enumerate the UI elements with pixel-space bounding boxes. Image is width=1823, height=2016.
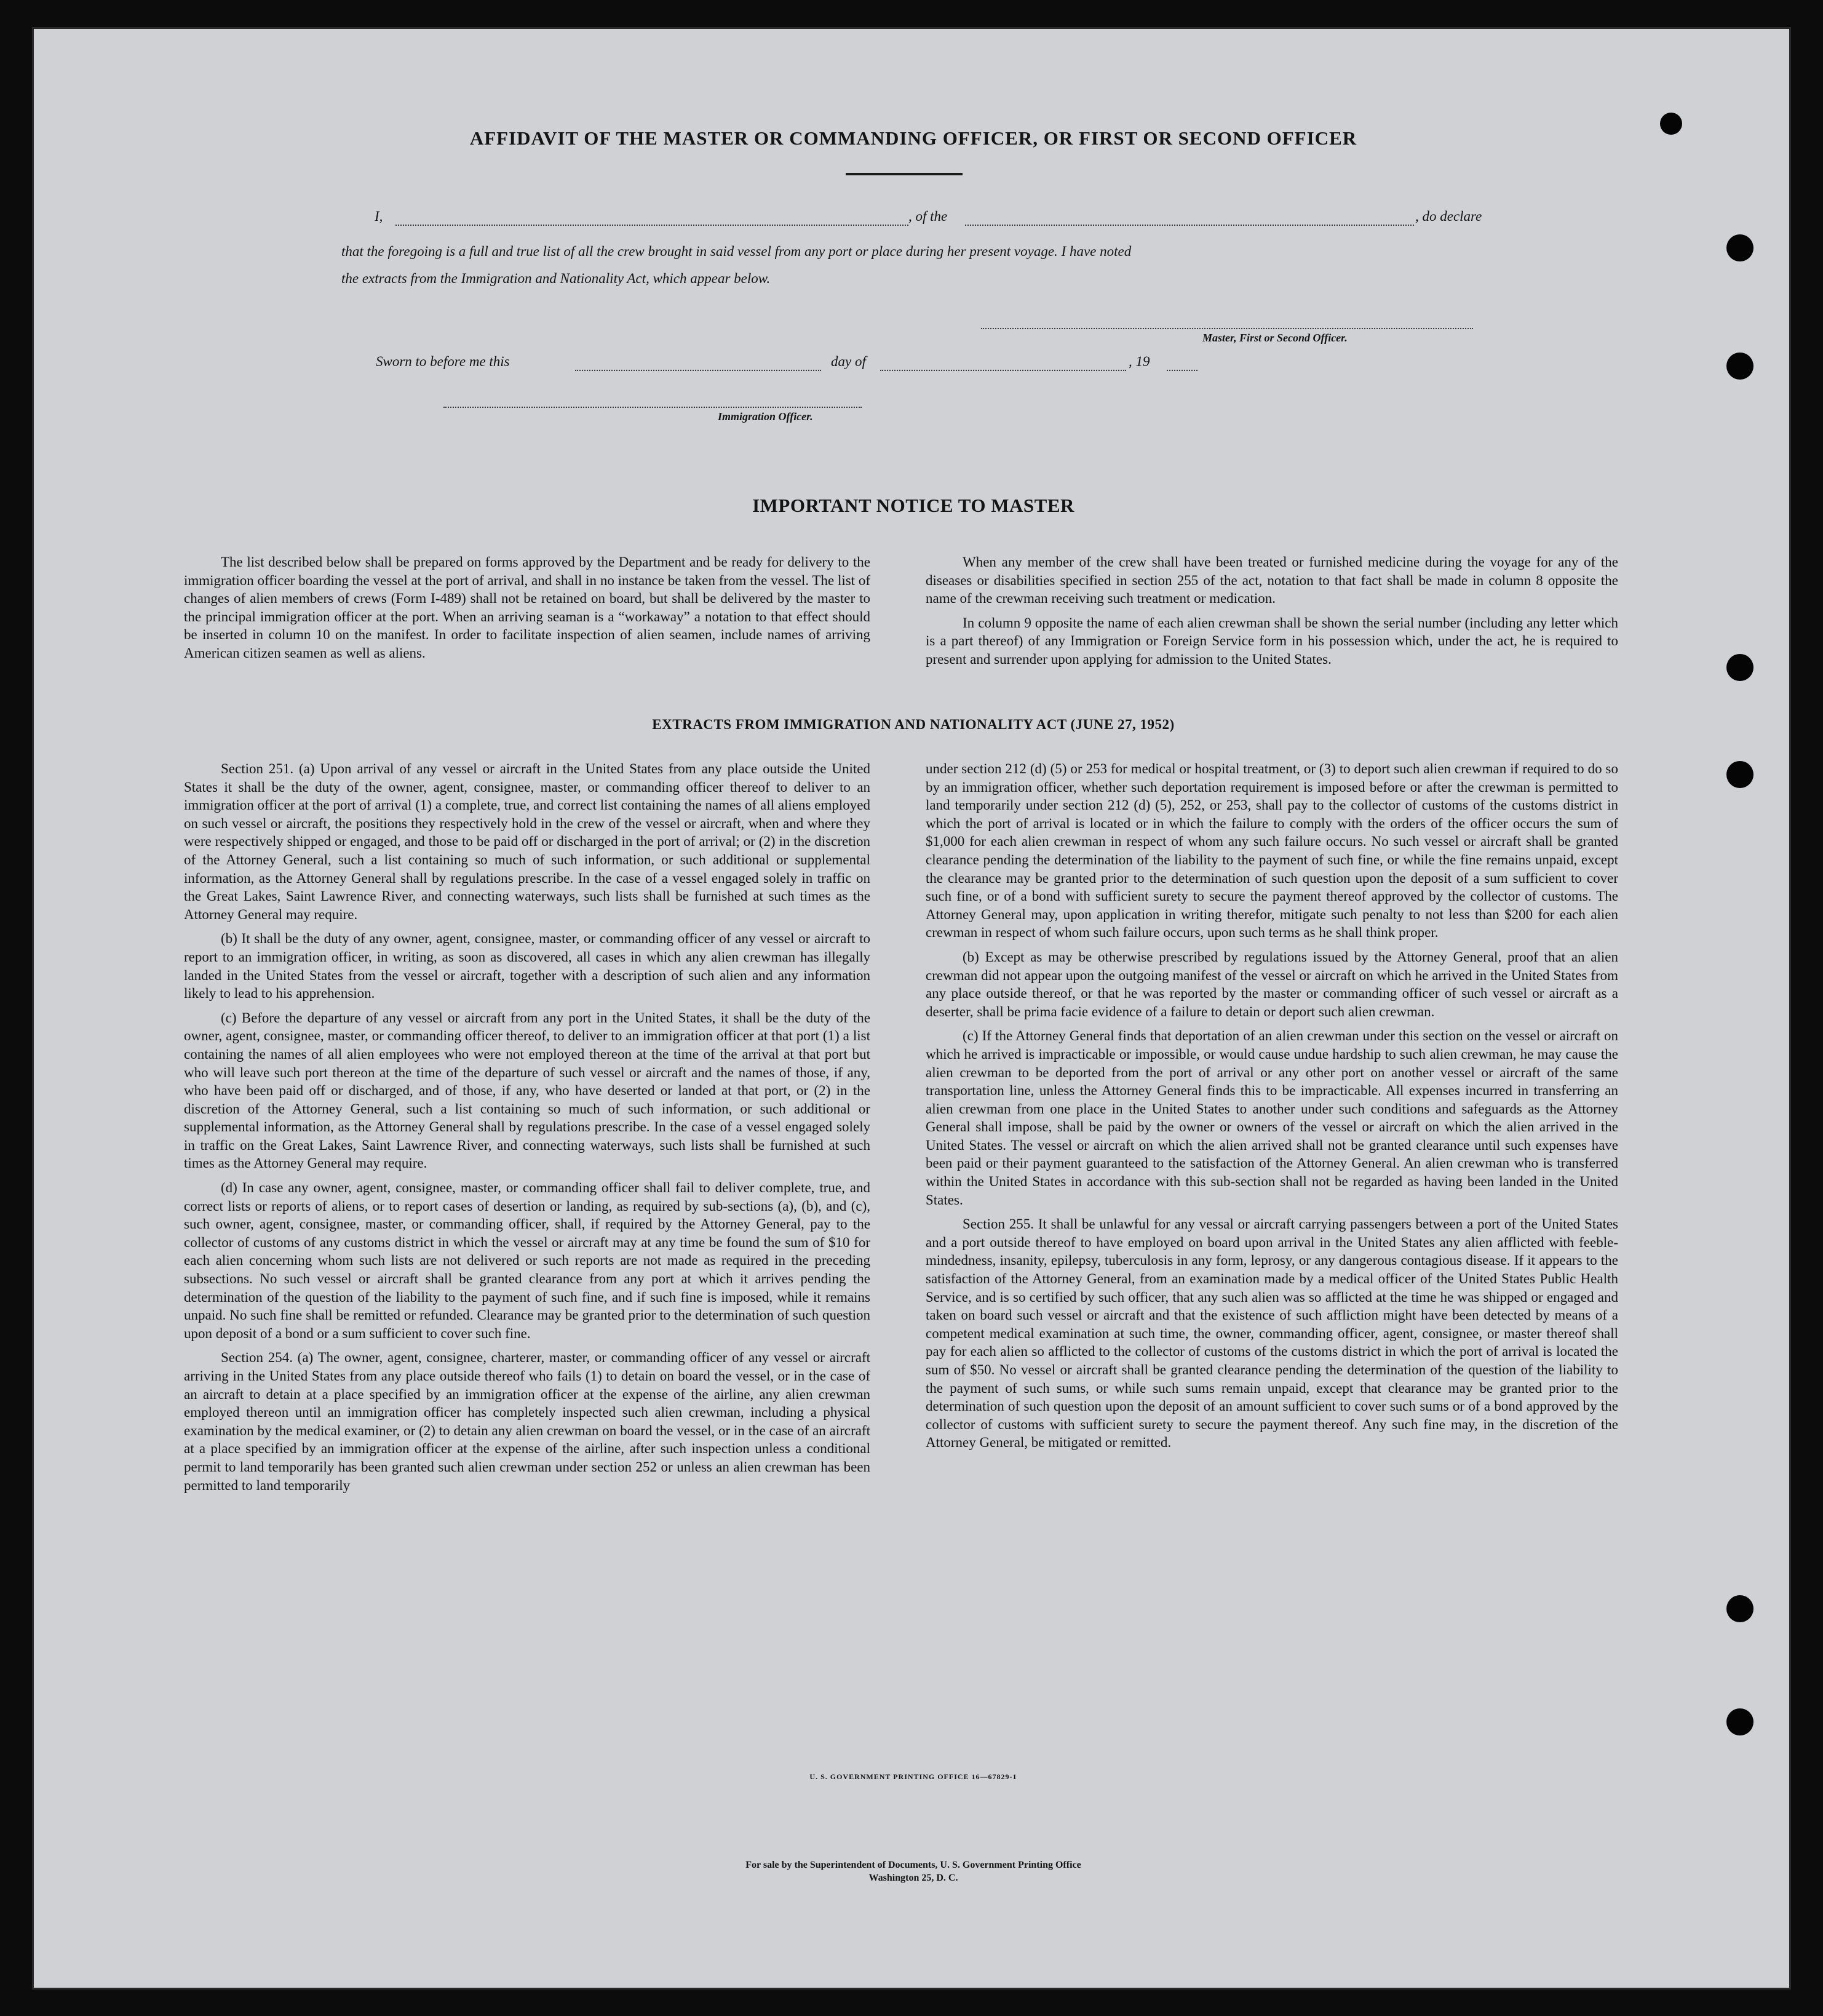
punch-hole (1726, 654, 1753, 681)
sale-notice-line: Washington 25, D. C. (868, 1873, 958, 1883)
vessel-name-field[interactable] (965, 225, 1414, 226)
extracts-right-column (926, 760, 1618, 1458)
affidavit-of-label: , of the (908, 209, 948, 224)
notice-paragraph: When any member of the crew shall have been treated or furnished medicine during the voyage for any of the diseases or disabilities specified in section 255 of the act, notation to that fact shall be made in column 8 opposite the name of the crewman receiving such treatment or medication. (926, 554, 1618, 607)
notice-paragraph: The list described below shall be prepared on forms approved by the Department and be ready for delivery to the immigration officer boarding the vessel at the port of arrival, and shall in no instance be taken from the vessel. The list of changes of alien members of crews (Form I-489) shall not be retained on board, but shall be delivered by the master to the principal immigration officer at the port. When an arriving seaman is a “workaway” a notation to that effect should be inserted in column 10 on the manifest. In order to facilitate inspection of alien seamen, include names of arriving American citizen seamen as well as aliens. (184, 554, 870, 661)
immigration-officer-label: Immigration Officer. (718, 410, 813, 423)
notice-title: IMPORTANT NOTICE TO MASTER (752, 495, 1074, 516)
notice-paragraph: In column 9 opposite the name of each alien crewman shall be shown the serial number (including any letter which is a part thereof) of any Immigration or Foreign Service form in his possession which, under the act, he is required to present and surrender upon applying for admission to the United States. (926, 615, 1618, 667)
form-page (32, 27, 1791, 1990)
immigration-officer-signature-field[interactable] (443, 407, 862, 408)
affidavit-statement (341, 238, 1510, 292)
statute-paragraph: (c) Before the departure of any vessel or aircraft from any port in the United States, it shall be the duty of the owner, agent, consignee, master, or commanding officer thereof, to deliver to an immigration officer at that port (1) a list containing the names of all alien employees who were not employed thereon at the time of the arrival at that port but who will leave such port thereon at the time of the departure of such vessel or aircraft and the names of those, if any, who have been paid off or discharged, and of those, if any, who have deserted or landed at that port, or (2) in the discretion of the Attorney General, such a list containing so much of such information, or such additional or supplemental information, as the Attorney General shall by regulations prescribe. In the case of a vessel engaged solely in traffic on the Great Lakes, Saint Lawrence River, and connecting waterways, such lists shall be furnished at such times as the Attorney General may require. (184, 1010, 870, 1171)
punch-hole (1726, 1708, 1753, 1735)
year-label: , 19 (1129, 354, 1150, 369)
statute-paragraph: (b) Except as may be otherwise prescribed by regulations issued by the Attorney General, proof that an alien crewman did not appear upon the outgoing manifest of the vessel or aircraft on which he arrived in the United States from any place outside thereof, or that he was reported by the master or commanding officer of such vessel or aircraft as a deserter, shall be prima facie evidence of a failure to detain or deport such alien crewman. (926, 949, 1618, 1019)
master-signature-label: Master, First or Second Officer. (1202, 332, 1348, 344)
affidavit-i-label: I, (375, 209, 383, 224)
punch-hole (1726, 761, 1753, 788)
notice-right-column (926, 553, 1618, 675)
affidavit-statement-line: that the foregoing is a full and true list of all the crew brought in said vessel from any port or place during her present voyage. I have noted (341, 244, 1132, 259)
master-signature-field[interactable] (981, 328, 1473, 329)
sworn-day-field[interactable] (575, 370, 821, 371)
sworn-month-field[interactable] (880, 370, 1126, 371)
sale-notice (34, 1859, 1793, 1884)
affidavit-statement-line: the extracts from the Immigration and Nationality Act, which appear below. (341, 271, 771, 286)
statute-paragraph: (b) It shall be the duty of any owner, agent, consignee, master, or commanding officer of any vessel or aircraft to report to an immigration officer, in writing, as soon as discovered, all cases in which any alien crewman has illegally landed in the United States from the vessel or aircraft, together with a description of such alien and any information likely to lead to his apprehension. (184, 931, 870, 1002)
statute-paragraph: under section 212 (d) (5) or 253 for medical or hospital treatment, or (3) to deport such alien crewman if required to do so by an immigration officer, whether such deportation requirement is imposed before or after the crewman is permitted to land temporarily under section 212 (d) (5), 252, or 253, shall pay to the collector of customs of the customs district in which the port of arrival is located or in which the failure to comply with the orders of the officer occurs the sum of $1,000 for each alien crewman in respect of whom any such failure occurs. No such vessel or aircraft shall be granted clearance pending the determination of the liability to the payment of such fine, or while the fine remains unpaid, except the clearance may be granted prior to the determination of such question upon the deposit of a sum sufficient to cover such fine, or of a bond with sufficient surety to secure the payment thereof approved by the collector of customs. The Attorney General may, upon application in writing therefor, mitigate such penalty to not less than $200 for each alien crewman in respect of whom such failure occurs, upon such terms as he shall think proper. (926, 761, 1618, 941)
affidavit-declare-label: , do declare (1415, 209, 1482, 224)
statute-paragraph: Section 255. It shall be unlawful for any vessal or aircraft carrying passengers between a port of the United States and a port outside thereof to have employed on board upon arrival in the United States any alien afflicted with feeble-mindedness, insanity, epilepsy, tuberculosis in any form, leprosy, or any dangerous contagious disease. If it appears to the satisfaction of the Attorney General, from an examination made by a medical officer of the United States Public Health Service, and is so certified by such officer, that any such alien was so afflicted at the time he was shipped or engaged and taken on board such vessel or aircraft and that the existence of such affliction might have been detected by means of a competent medical examination at such time, the owner, commanding officer, agent, consignee, or master thereof shall pay for each alien so afflicted to the collector of customs of the customs district in which the port of arrival is located the sum of $50. No vessel or aircraft shall be granted clearance pending the determination of the question of the liability to the payment of such sums, or while such sums remain unpaid, except that clearance may be granted prior to the determination of such question upon the deposit of an amount sufficient to cover such sums or of a bond approved by the collector of customs with sufficient surety to secure the payment thereof. Any such fine may, in the discretion of the Attorney General, be mitigated or remitted. (926, 1216, 1618, 1451)
statute-paragraph: (d) In case any owner, agent, consignee, master, or commanding officer shall fail to deliver complete, true, and correct lists or reports of aliens, or to report cases of desertion or landing, as required by sub-sections (a), (b), and (c), such owner, agent, consignee, master, or commanding officer, shall, if required by the Attorney General, pay to the collector of customs of any customs district in which the vessel or aircraft may at any time be found the sum of $10 for each alien concerning whom such lists are not delivered or such reports are not made as required in the preceding subsections. No such vessel or aircraft shall be granted clearance from any port at which it arrives pending the determination of the question of the liability to the payment of such fine, and if such fine is imposed, while it remains unpaid. No such fine shall be remitted or refunded. Clearance may be granted prior to the determination of such question upon deposit of a bond or a sum sufficient to cover such fine. (184, 1180, 870, 1341)
title-rule (846, 173, 963, 175)
sworn-year-field[interactable] (1167, 370, 1197, 371)
statute-paragraph: (c) If the Attorney General finds that deportation of an alien crewman under this section on the vessel or aircraft on which he arrived is impracticable or impossible, or would cause undue hardship to such alien crewman, he may cause the alien crewman to be deported from the port of arrival or any other port on another vessel or aircraft of the same transportation line, unless the Attorney General finds this to be impracticable. All expenses incurred in transferring an alien crewman from one place in the United States to another under such conditions and safeguards as the Attorney General shall impose, shall be paid by the owner or owners of the vessel or aircraft on which the alien arrived in the United States. The vessel or aircraft on which the alien arrived shall not be granted clearance until such expenses have been paid or their payment guaranteed to the satisfaction of the Attorney General. An alien crewman who is transferred within the United States in accordance with this sub-section shall not be regarded as having been landed in the United States. (926, 1028, 1618, 1208)
affidavit-title: AFFIDAVIT OF THE MASTER OR COMMANDING OFFICER, OR FIRST OR SECOND OFFICER (469, 127, 1357, 149)
punch-hole (1726, 234, 1753, 261)
notice-left-column (184, 553, 870, 669)
day-of-label: day of (831, 354, 866, 369)
printer-imprint: U. S. GOVERNMENT PRINTING OFFICE 16—67829-1 (809, 1772, 1017, 1781)
punch-hole (1726, 1595, 1753, 1622)
sale-notice-line: For sale by the Superintendent of Documents, U. S. Government Printing Office (745, 1860, 1081, 1870)
extracts-left-column (184, 760, 870, 1500)
declarant-name-field[interactable] (395, 225, 908, 226)
punch-hole (1726, 353, 1753, 380)
statute-paragraph: Section 254. (a) The owner, agent, consignee, charterer, master, or commanding officer of any vessel or aircraft arriving in the United States from any place outside thereof who fails (1) to detain on board the vessel, or in the case of an aircraft to detain at a place specified by an immigration officer at the expense of the airline, any alien crewman employed thereon until an immigration officer has completely inspected such alien crewman, including a physical examination by the medical examiner, or (2) to detain any alien crewman on board the vessel, or in the case of an aircraft at a place specified by an immigration officer at the expense of the airline, after such inspection unless a conditional permit to land temporarily has been granted such alien crewman under section 252 or unless an alien crewman has been permitted to land temporarily (184, 1350, 870, 1493)
statute-paragraph: Section 251. (a) Upon arrival of any vessel or aircraft in the United States from any place outside the United States it shall be the duty of the owner, agent, consignee, master, or commanding officer thereof to deliver to an immigration officer at the port of arrival (1) a complete, true, and correct list containing the names of all aliens employed on such vessel or aircraft, the positions they respectively hold in the crew of the vessel or aircraft, when and where they were respectively shipped or engaged, and those to be paid off or discharged in the port of arrival; or (2) in the discretion of the Attorney General, such a list containing so much of such information, or such additional or supplemental information, as the Attorney General shall by regulations prescribe. In the case of a vessel engaged solely in traffic on the Great Lakes, Saint Lawrence River, and connecting waterways, such lists shall be furnished at such times as the Attorney General may require. (184, 761, 870, 922)
extracts-title: EXTRACTS FROM IMMIGRATION AND NATIONALITY ACT (JUNE 27, 1952) (652, 717, 1175, 732)
sworn-label: Sworn to before me this (376, 354, 510, 369)
